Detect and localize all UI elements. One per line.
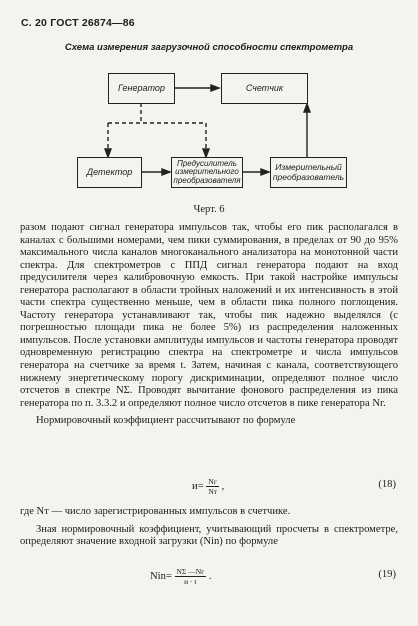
detector-label: Детектор	[86, 167, 133, 178]
arrowhead-detector	[105, 149, 111, 157]
counter-box	[221, 73, 308, 104]
generator-label: Генератор	[118, 83, 165, 94]
arrowhead-converter	[261, 169, 269, 175]
preamp-label-line3: преобразователя	[173, 175, 241, 185]
figure-caption: Черт. 6	[193, 204, 225, 215]
formula19-fraction	[175, 567, 207, 586]
formula18-lhs: и=	[192, 480, 204, 492]
paragraph-input-load: Зная нормировочный коэффициент, учитывающий просчеты в спектрометре, определяют значение входной загрузки (Nin) по формуле	[20, 523, 398, 548]
arrowhead-preamp-side	[162, 169, 170, 175]
paragraph-formula-intro: Нормировочный коэффициент рассчитывают по формуле	[36, 415, 296, 427]
converter-label-line1: Измерительный	[275, 161, 342, 172]
arrowhead-preamp	[203, 149, 209, 157]
formula18-fraction	[206, 477, 219, 496]
counter-label: Счетчик	[245, 83, 284, 94]
formula18-numerator: Nг	[206, 477, 219, 487]
body-text	[20, 222, 398, 428]
generator-box	[108, 73, 175, 104]
formula19-tail: .	[208, 570, 212, 582]
page-header: С. 20 ГОСТ 26874—86	[21, 17, 135, 29]
formula19-numerator: NΣ —Nг	[176, 567, 205, 576]
diagram-title: Схема измерения загрузочной способности спектрометра	[64, 42, 354, 53]
preamp-label-line2: измерительного	[175, 167, 239, 177]
formula19-denominator: и · t	[184, 577, 197, 586]
detector-box	[77, 157, 142, 188]
preamp-box	[171, 157, 243, 188]
formula18-tail: ,	[221, 480, 225, 492]
arrowhead-counter-bottom	[304, 104, 310, 112]
converter-box	[270, 157, 347, 188]
formula19-lhs: Nin=	[150, 570, 172, 582]
body-text-2	[20, 506, 398, 549]
formula18-number: (18)	[378, 479, 396, 490]
preamp-label-line1: Предусилитель	[177, 158, 237, 168]
converter-label-line2: преобразователь	[272, 171, 345, 182]
arrowhead-counter	[211, 85, 219, 91]
paragraph-nt-def: где Nт — число зарегистрированных импульсов в счетчике.	[20, 506, 291, 517]
formula18-denominator: Nт	[208, 487, 218, 496]
formula19-number: (19)	[378, 569, 396, 580]
paragraph-main: разом подают сигнал генератора импульсов так, чтобы его пик располагался в каналах с большими номерами, чем пики суммирования, в пределах от 90 до 95% максимального числа каналов многоканального анализатора на монотонной части спектра. Для спектрометров с ППД сигнал генератора подают на вход предусилителя через калибровочную емкость. При такой настройке импульсы генератора располагают в области тройных наложений и их интенсивность в этой части спектра существенно меньше, чем в области пика полного поглощения. Частоту генератора устанавливают так, чтобы пик надежно выделялся (с погрешностью площади пика не более 5%) из распределения наложенных импульсов. После установки амплитуды импульсов и частоты генератора проводят одновременную регистрацию спектра на спектрометре и числа импульсов генератора на счетчике за время t. Затем, начиная с канала, соответствующего нижнему энергетическому порогу дискриминации, определяют полное число отсчетов в спектре NΣ. Проводят вычитание фонового распределения из пика генератора по п. 3.3.2 и определяют полное число отсчетов в пике генератора Nг.	[20, 222, 398, 409]
